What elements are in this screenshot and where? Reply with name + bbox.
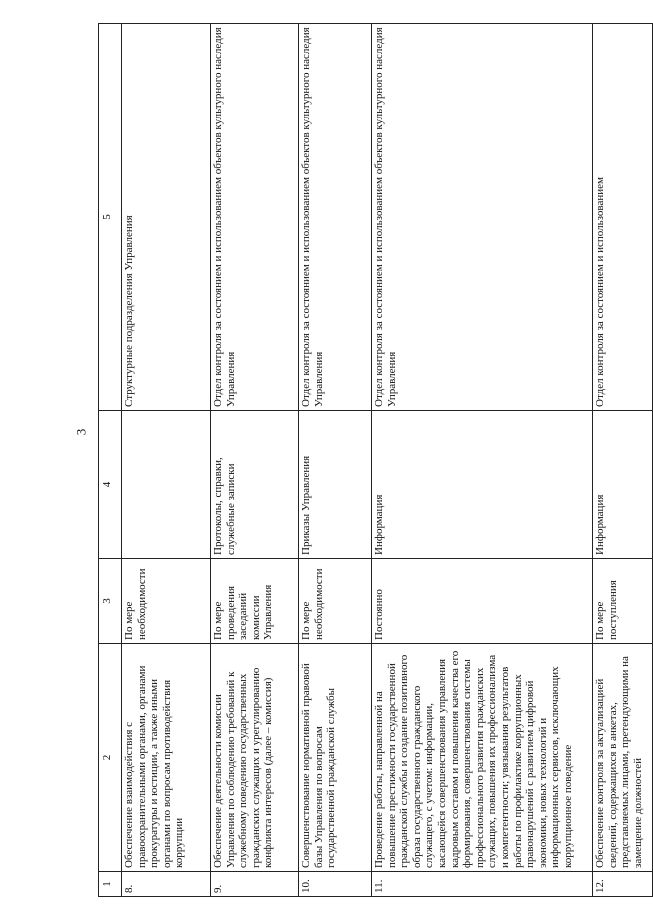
table-row [299, 24, 372, 897]
column-number: 4 [99, 411, 122, 559]
column-number-row [99, 24, 122, 897]
page-number: 3 [73, 428, 89, 436]
column-number: 2 [99, 644, 122, 872]
table-row [122, 24, 211, 897]
row-number: 10. [299, 872, 372, 897]
deadline-cell: По мере поступления [593, 559, 653, 644]
responsible-cell: Отдел контроля за состоянием и использованием объектов культурного наследия Управления [372, 24, 593, 411]
activity-cell: Совершенствование нормативной правовой базы Управления по вопросам государственной гражданской службы [299, 644, 372, 872]
responsible-cell: Структурные подразделения Управления [122, 24, 211, 411]
result-cell: Информация [372, 411, 593, 559]
table-row [211, 24, 299, 897]
column-number: 3 [99, 559, 122, 644]
activity-cell: Обеспечение взаимодействия с правоохранительными органами, органами прокуратуры и юстиции, а также иными органами по вопросам противодействия коррупции [122, 644, 211, 872]
result-cell: Протоколы, справки, служебные записки [211, 411, 299, 559]
column-number: 1 [99, 872, 122, 897]
column-number: 5 [99, 24, 122, 411]
responsible-cell: Отдел контроля за состоянием и использованием объектов культурного наследия Управления [299, 24, 372, 411]
responsible-cell: Отдел контроля за состоянием и использованием [593, 24, 653, 411]
responsible-cell: Отдел контроля за состоянием и использованием объектов культурного наследия Управления [211, 24, 299, 411]
result-cell: Приказы Управления [299, 411, 372, 559]
measures-table [98, 23, 653, 897]
deadline-cell: По мере необходимости [299, 559, 372, 644]
result-cell [122, 411, 211, 559]
table-row [593, 24, 653, 897]
table-row [372, 24, 593, 897]
deadline-cell: По мере необходимости [122, 559, 211, 644]
deadline-cell: По мере проведения заседаний комиссии Управления [211, 559, 299, 644]
deadline-cell: Постоянно [372, 559, 593, 644]
activity-cell: Обеспечение деятельности комиссии Управления по соблюдению требований к служебному поведению государственных гражданских служащих и урегулированию конфликта интересов (далее – комиссия) [211, 644, 299, 872]
row-number: 9. [211, 872, 299, 897]
row-number: 8. [122, 872, 211, 897]
row-number: 12. [593, 872, 653, 897]
activity-cell: Обеспечение контроля за актуализацией сведений, содержащихся в анкетах, представляемых лицами, претендующими на замещение должностей [593, 644, 653, 872]
activity-cell: Проведение работы, направленной на повышение престижности государственной гражданской службы и создание позитивного образа государственного гражданского служащего, с учетом: информации, касающейся совершенствования управления кадровым составом и повышения качества его формирования, совершенствования системы профессионального развития гражданских служащих, повышения их профессионализма и компетентности; увязывания результатов работы по профилактике коррупционных правонарушений с развитием цифровой экономики, новых технологий и информационных сервисов, исключающих коррупционное поведение [372, 644, 593, 872]
row-number: 11. [372, 872, 593, 897]
result-cell: Информация [593, 411, 653, 559]
